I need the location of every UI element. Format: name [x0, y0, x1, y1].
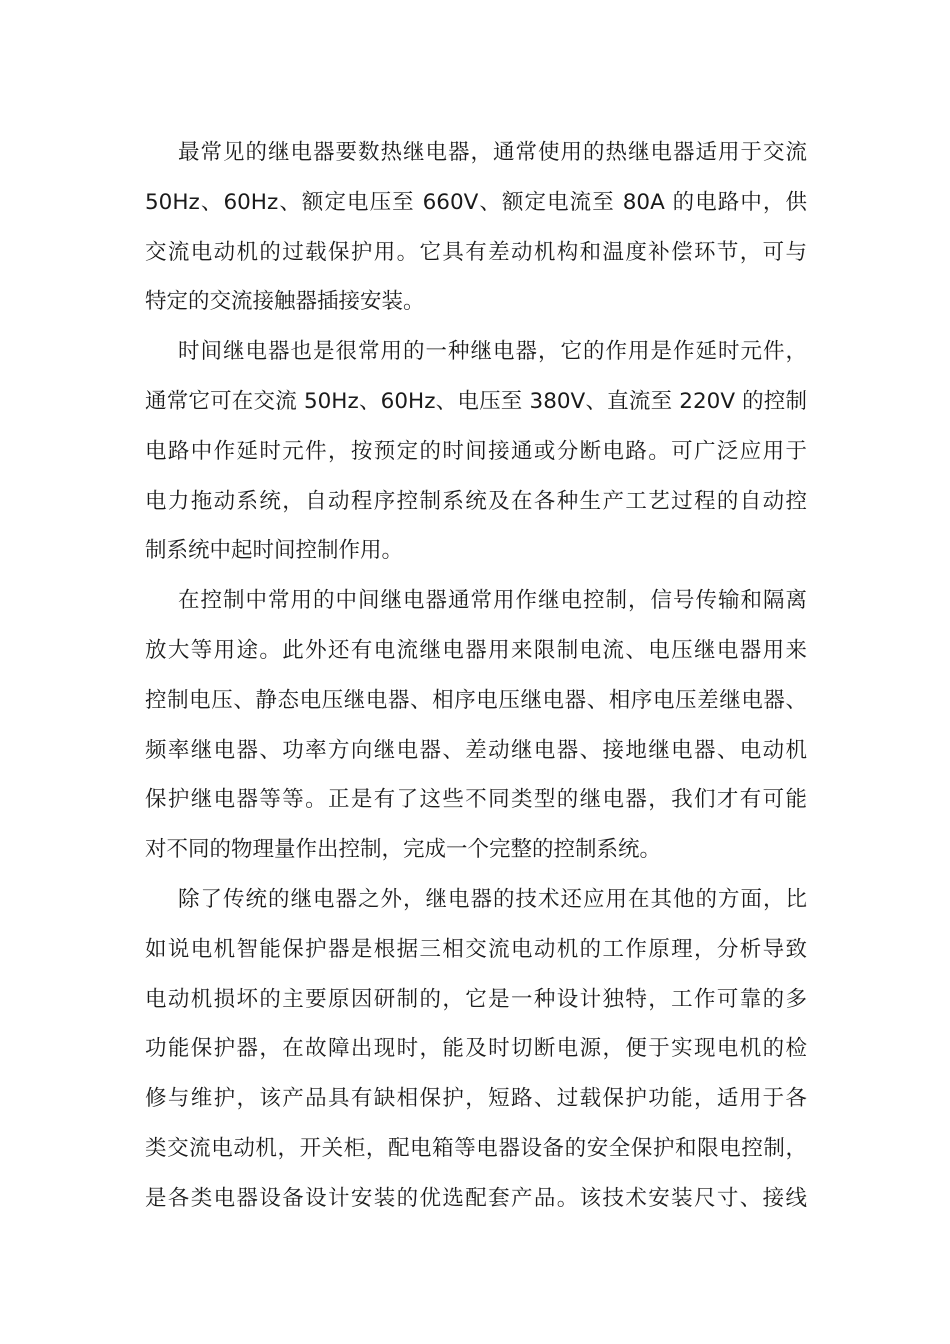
text-line: 制系统中起时间控制作用。 [145, 538, 404, 564]
text-line: 电动机损坏的主要原因研制的，它是一种设计独特，工作可靠的多 [145, 986, 807, 1012]
text-line: 保护继电器等等。正是有了这些不同类型的继电器，我们才有可能 [145, 787, 807, 813]
text-line: 控制电压、静态电压继电器、相序电压继电器、相序电压差继电器、 [145, 687, 807, 713]
text-line: 类交流电动机，开关柜，配电箱等电器设备的安全保护和限电控制， [145, 1135, 807, 1161]
paragraph-intermediate-relay [145, 576, 807, 875]
text-line: 时间继电器也是很常用的一种继电器，它的作用是作延时元件， [178, 339, 807, 365]
paragraph-motor-protector [145, 875, 807, 1224]
text-line: 修与维护，该产品具有缺相保护，短路、过载保护功能，适用于各 [145, 1086, 807, 1112]
text-line: 功能保护器，在故障出现时，能及时切断电源，便于实现电机的检 [145, 1036, 807, 1062]
text-line: 电路中作延时元件，按预定的时间接通或分断电路。可广泛应用于 [145, 438, 807, 464]
text-line: 频率继电器、功率方向继电器、差动继电器、接地继电器、电动机 [145, 737, 807, 763]
text-line: 在控制中常用的中间继电器通常用作继电控制，信号传输和隔离 [178, 588, 807, 614]
text-line: 是各类电器设备设计安装的优选配套产品。该技术安装尺寸、接线 [145, 1185, 807, 1211]
text-line: 电力拖动系统，自动程序控制系统及在各种生产工艺过程的自动控 [145, 488, 807, 514]
text-line: 50Hz、60Hz、额定电压至 660V、额定电流至 80A 的电路中，供 [145, 189, 807, 215]
paragraph-thermal-relay [145, 128, 807, 327]
text-line: 放大等用途。此外还有电流继电器用来限制电流、电压继电器用来 [145, 637, 807, 663]
text-line: 除了传统的继电器之外，继电器的技术还应用在其他的方面，比 [178, 886, 807, 912]
text-line: 如说电机智能保护器是根据三相交流电动机的工作原理，分析导致 [145, 936, 807, 962]
document-body [145, 128, 807, 1224]
text-line: 最常见的继电器要数热继电器，通常使用的热继电器适用于交流 [178, 140, 807, 165]
paragraph-time-relay [145, 327, 807, 576]
text-line: 对不同的物理量作出控制，完成一个完整的控制系统。 [145, 837, 662, 863]
text-line: 交流电动机的过载保护用。它具有差动机构和温度补偿环节，可与 [145, 239, 807, 265]
text-line: 特定的交流接触器插接安装。 [145, 289, 425, 315]
text-line: 通常它可在交流 50Hz、60Hz、电压至 380V、直流至 220V 的控制 [145, 388, 807, 414]
